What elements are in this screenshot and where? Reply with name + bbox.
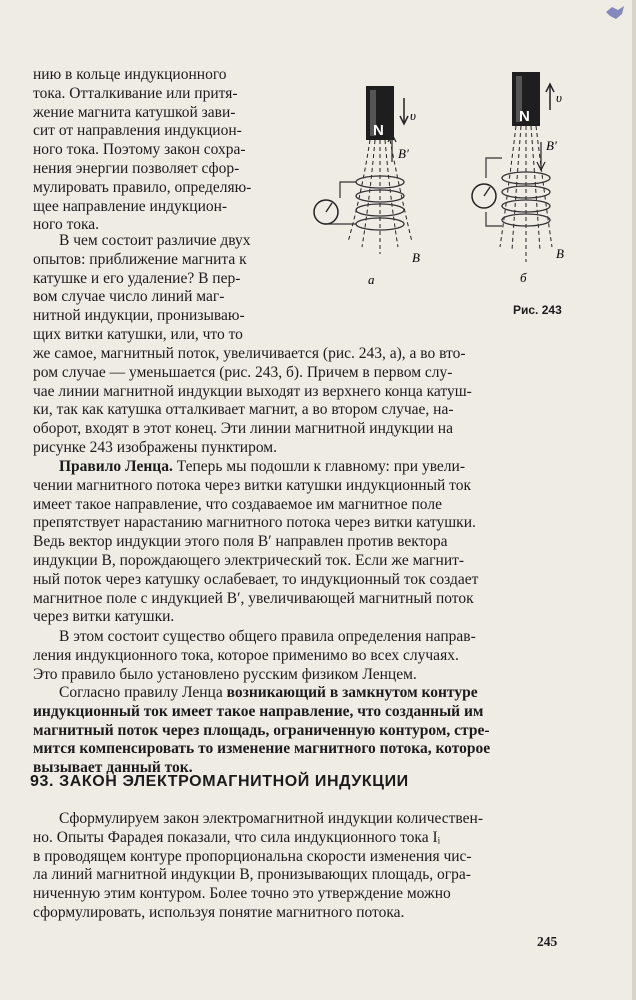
text-line [33,684,563,703]
library-stamp-icon [604,4,626,22]
text-line: жение магнита катушкой зави- [33,103,236,121]
text-line [33,458,563,477]
paragraph-question-narrow [33,232,289,345]
text-line: чении магнитного потока через витки катушки индукционный ток [33,476,472,494]
page-number: 245 [537,934,558,949]
text-line: нения энергии позволяет сфор- [33,159,240,177]
sublabel-a: а [368,272,375,287]
text-line: В этом состоит существо общего правила определения направ- [59,628,476,645]
paragraph-top [33,66,289,235]
lenz-rule-title: Правило Ленца. [59,458,173,475]
text-line: магнитный поток через площадь, ограниченную контуром, стре- [33,721,490,739]
setup-a [314,86,420,287]
text-line: нитной индукции, пронизываю- [33,307,245,325]
text-line: Сформулируем закон электромагнитной индукции количествен- [59,810,483,827]
figure-caption: Рис. 243 [513,303,562,317]
text-line: индукционный ток имеет такое направление, что созданный им [33,702,484,720]
page-edge [632,0,636,1000]
text-line: сит от направления индукцион- [33,122,242,140]
text-span: Теперь мы подошли к главному: при увели- [172,458,465,475]
induced-field-label-a: B′ [398,146,409,161]
text-line: ром случае — уменьшается (рис. 243, б). Причем в первом слу- [33,363,453,381]
paragraph-law [33,810,563,923]
velocity-label-b: υ [556,90,562,105]
paragraph-lenz-rule [33,458,563,627]
text-line: чае линии магнитной индукции выходят из верхнего конца катуш- [33,382,472,400]
text-line: ления индукционного тока, которое применимо во всех случаях. [33,646,459,664]
paragraph-lenz-statement [33,684,563,778]
text-line: ниченную этим контуром. Более точно это утверждение можно [33,885,451,903]
text-line: вызывает данный ток. [33,759,193,777]
section-heading: 93. ЗАКОН ЭЛЕКТРОМАГНИТНОЙ ИНДУКЦИИ [30,773,409,790]
magnet-pole-label-a: N [373,122,384,139]
text-line: мулировать правило, определяю- [33,178,252,196]
text-line: но. Опыты Фарадея показали, что сила индукционного тока Iᵢ [33,828,441,846]
text-line: рисунке 243 изображены пунктиром. [33,438,277,456]
text-line: щее направление индукцион- [33,197,228,215]
setup-b [472,72,564,285]
text-line: сформулировать, используя понятие магнитного потока. [33,903,405,921]
text-line: ный поток через катушку ослабевает, то индукционный ток создает [33,570,479,588]
text-line: оборот, входят в этот конец. Эти линии магнитной индукции на [33,420,453,438]
text-line: мится компенсировать то изменение магнитного потока, которое [33,740,491,758]
text-line: ла линий магнитной индукции B, пронизывающих площадь, огра- [33,866,471,884]
text-line: препятствует нарастанию магнитного потока через витки катушки. [33,514,476,532]
text-line: имеет такое направление, что создаваемое им магнитное поле [33,495,442,513]
text-line: же самое, магнитный поток, увеличивается (рис. 243, а), а во вто- [33,345,466,362]
field-label-a: B [412,250,420,265]
text-span: Согласно правилу Ленца [59,684,227,701]
text-line: Это правило было установлено русским физиком Ленцем. [33,665,417,683]
text-line: Ведь вектор индукции этого поля B′ направлен против вектора [33,533,448,551]
text-line: вом случае число линий маг- [33,288,225,306]
text-line: В чем состоит различие двух [59,232,251,249]
induced-field-label-b: B′ [546,138,557,153]
figure-243 [300,62,600,302]
field-label-b: B [556,246,564,261]
text-line: через витки катушки. [33,608,175,626]
paragraph-question-wide [33,345,563,458]
text-line: индукции B, порождающего электрический ток. Если же магнит- [33,551,465,569]
magnet-pole-label-b: N [519,108,530,125]
velocity-label-a: υ [410,108,416,123]
text-line: тока. Отталкивание или притя- [33,84,238,102]
text-line: опытов: приближение магнита к [33,250,247,268]
text-line: ки, так как катушка отталкивает магнит, а во втором случае, на- [33,401,454,419]
figure-243-drawing [300,62,600,302]
paragraph-essence [33,628,563,684]
text-line: магнитное поле с индукцией B′, увеличивающей магнитный поток [33,589,474,607]
text-span: возникающий в замкнутом контуре [226,684,478,701]
text-line: нию в кольце индукционного [33,66,227,83]
text-line: в проводящем контуре пропорциональна скорости изменения чис- [33,847,472,865]
text-line: катушке и его удаление? В пер- [33,269,241,287]
text-line: ного тока. Поэтому закон сохра- [33,141,246,159]
sublabel-b: б [520,270,527,285]
text-line: ного тока. [33,216,100,234]
text-line: щих витки катушки, или, что то [33,325,243,343]
